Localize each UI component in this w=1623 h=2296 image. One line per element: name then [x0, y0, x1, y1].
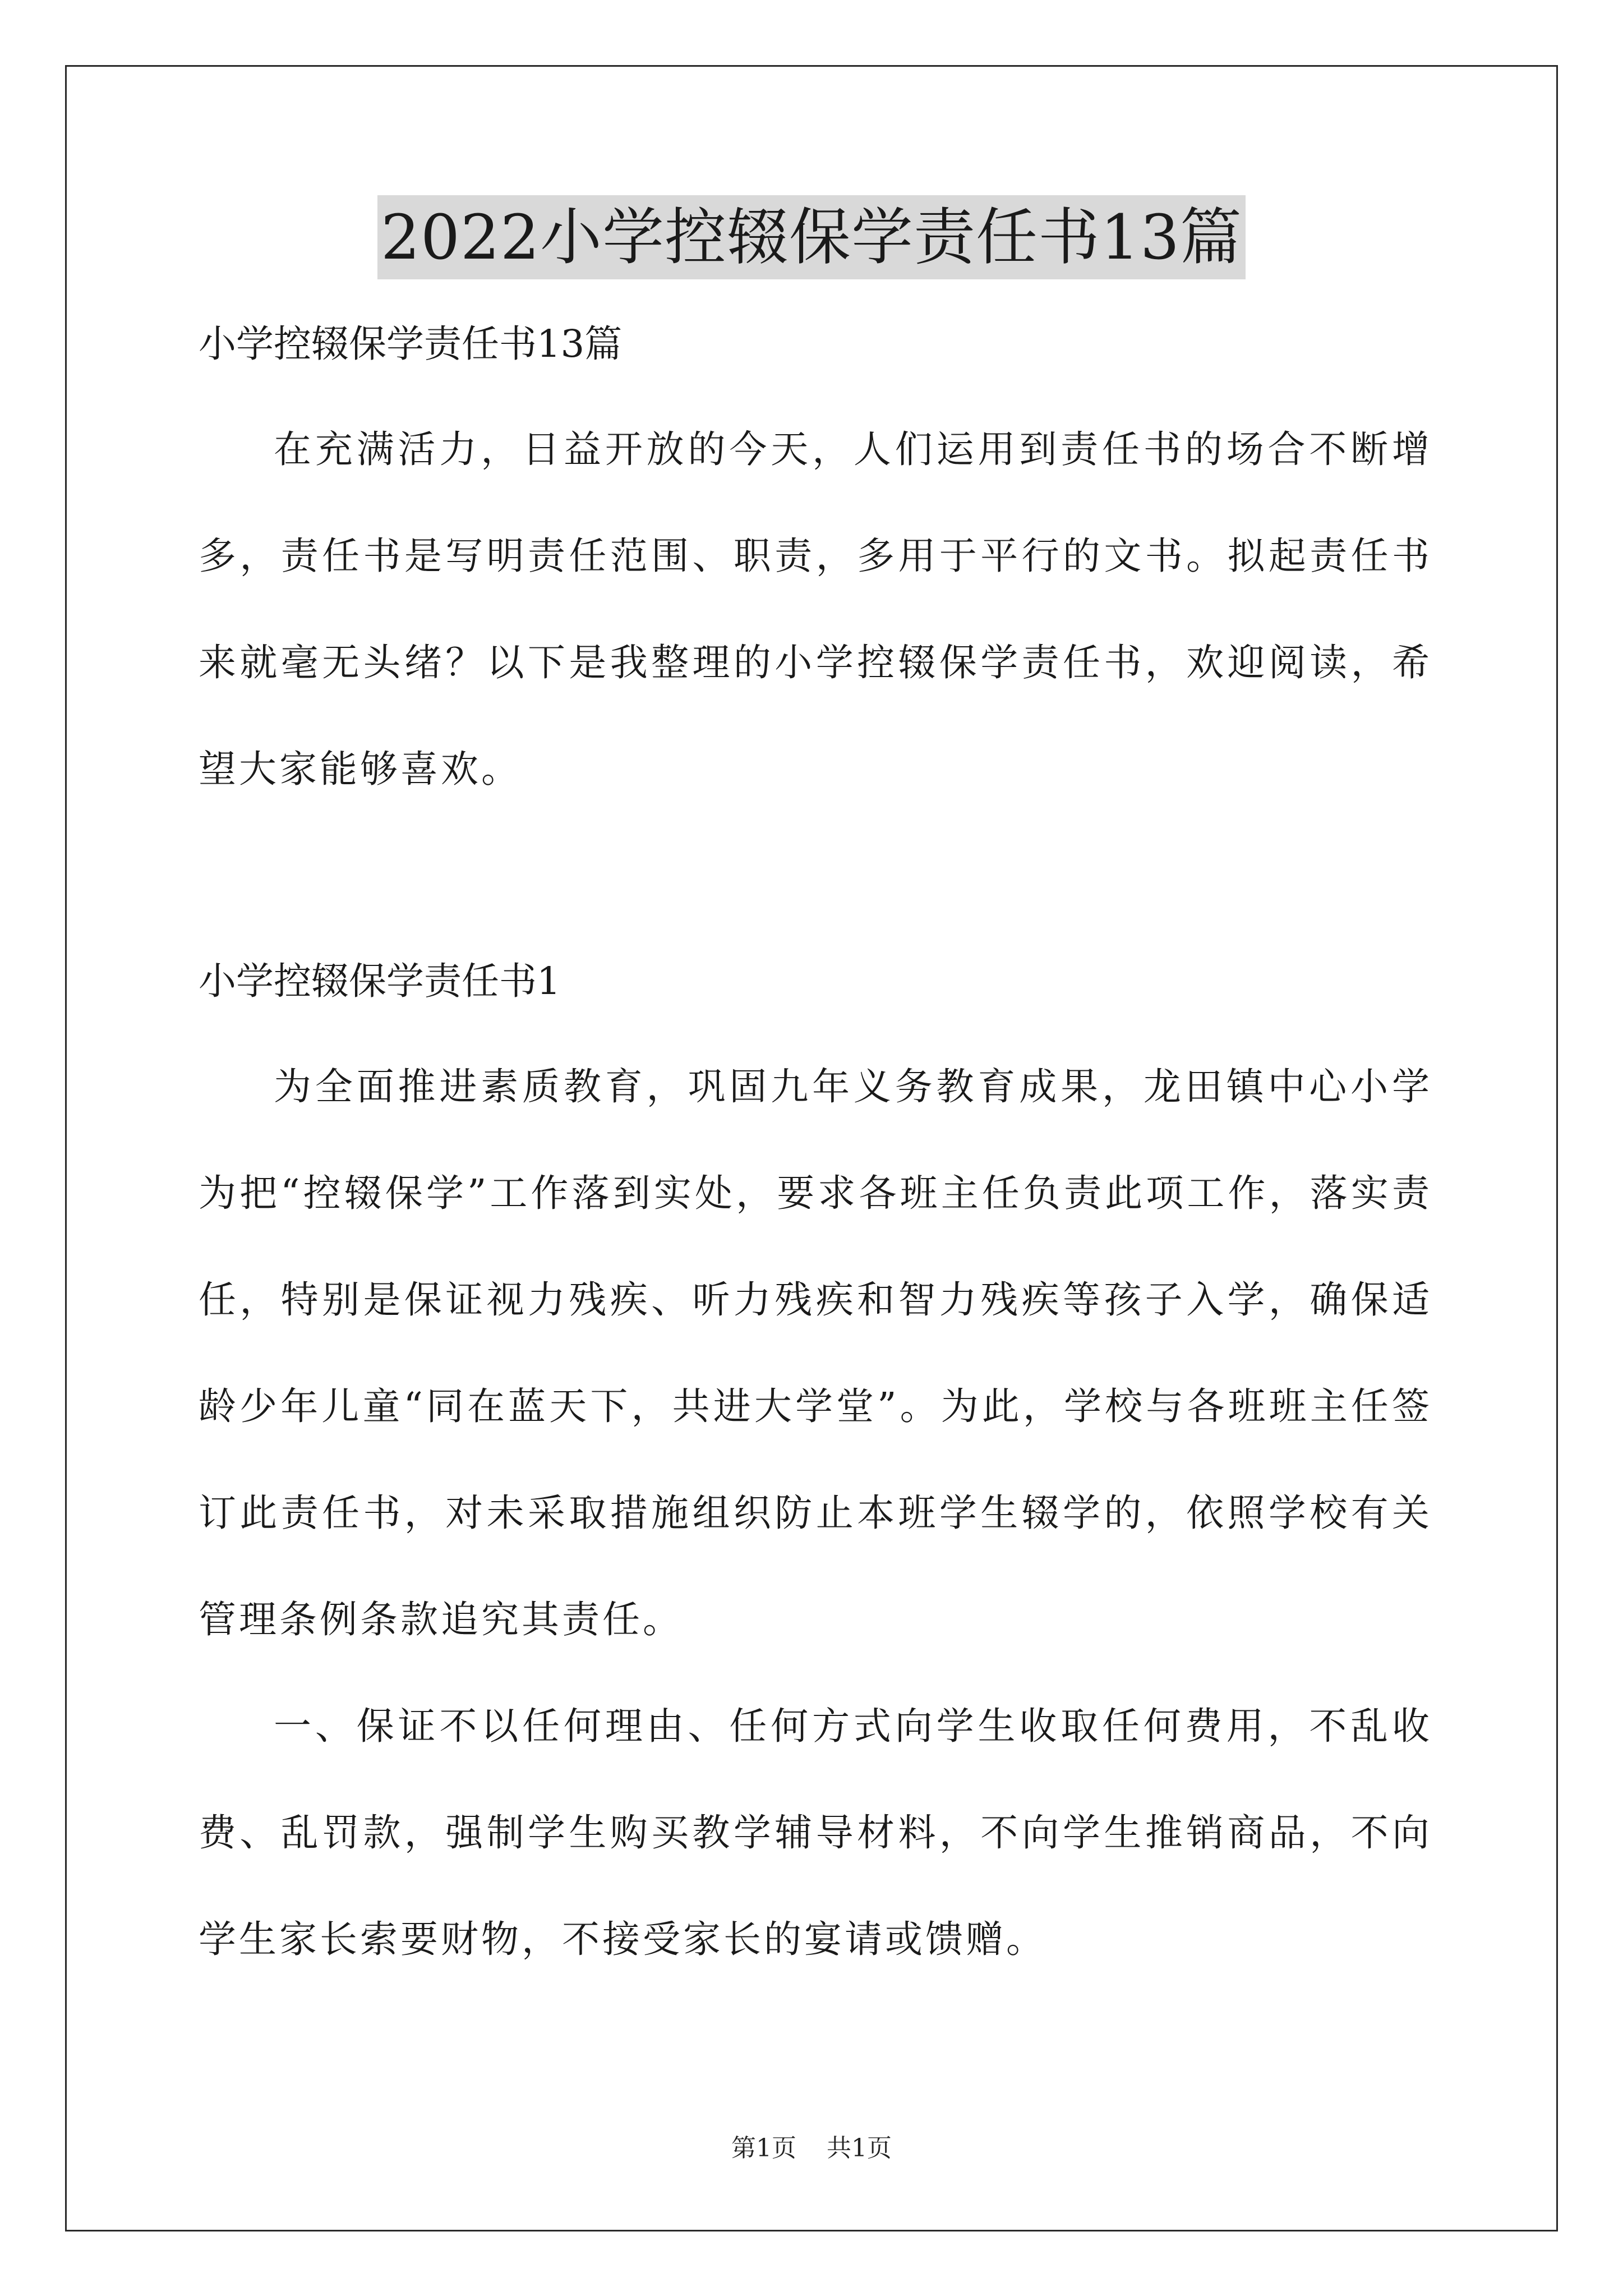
page-total: 共1页 — [827, 2134, 892, 2162]
section-heading: 小学控辍保学责任书1 — [199, 959, 561, 1003]
document-title: 2022小学控辍保学责任书13篇 — [377, 195, 1246, 279]
title-container — [0, 195, 1623, 279]
section-spacer — [199, 822, 1432, 929]
section-paragraph: 为全面推进素质教育，巩固九年义务教育成果，龙田镇中心小学为把“控辍保学”工作落到实处，要求各班主任负责此项工作，落实责任，特别是保证视力残疾、听力残疾和智力残疾等孩子入学，确保适龄少年儿童“同在蓝天下，共进大学堂”。为此，学校与各班班主任签订此责任书，对未采取措施组织防止本班学生辍学的，依照学校有关管理条例条款追究其责任。 — [199, 1065, 1432, 1641]
intro-paragraph: 在充满活力，日益开放的今天，人们运用到责任书的场合不断增多，责任书是写明责任范围、职责，多用于平行的文书。拟起责任书来就毫无头绪？以下是我整理的小学控辍保学责任书，欢迎阅读，希望大家能够喜欢。 — [199, 427, 1432, 791]
document-body — [199, 292, 1432, 1993]
page-footer — [0, 2132, 1623, 2165]
page-number: 第1页 — [731, 2134, 796, 2162]
document-subtitle: 小学控辍保学责任书13篇 — [199, 322, 623, 366]
section-paragraph: 一、保证不以任何理由、任何方式向学生收取任何费用，不乱收费、乱罚款，强制学生购买教学辅导材料，不向学生推销商品，不向学生家长索要财物，不接受家长的宴请或馈赠。 — [199, 1704, 1432, 1961]
